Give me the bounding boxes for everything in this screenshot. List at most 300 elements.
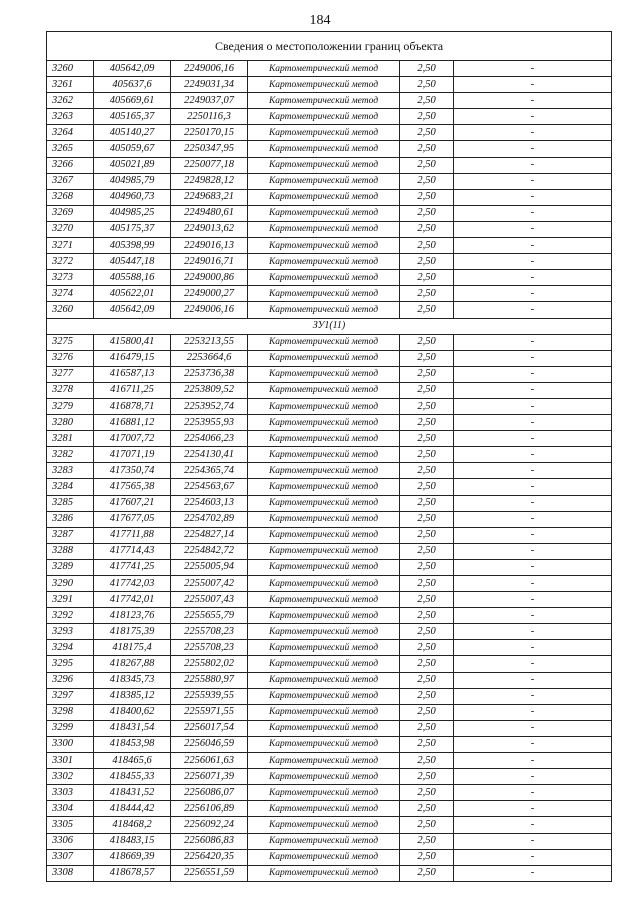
description-cell: -: [454, 608, 612, 624]
x-coordinate-cell: 418444,42: [94, 801, 171, 817]
method-cell: Картометрический метод: [248, 640, 400, 656]
accuracy-cell: 2,50: [400, 125, 454, 141]
description-cell: -: [454, 61, 612, 77]
accuracy-cell: 2,50: [400, 576, 454, 592]
y-coordinate-cell: 2256017,54: [171, 720, 248, 736]
accuracy-cell: 2,50: [400, 173, 454, 189]
x-coordinate-cell: 418385,12: [94, 688, 171, 704]
x-coordinate-cell: 418468,2: [94, 817, 171, 833]
method-cell: Картометрический метод: [248, 865, 400, 881]
y-coordinate-cell: 2253213,55: [171, 334, 248, 350]
table-row: [47, 366, 612, 382]
x-coordinate-cell: 418431,54: [94, 720, 171, 736]
method-cell: Картометрический метод: [248, 672, 400, 688]
description-cell: -: [454, 479, 612, 495]
description-cell: -: [454, 302, 612, 318]
method-cell: Картометрический метод: [248, 109, 400, 125]
point-number-cell: 3265: [47, 141, 94, 157]
y-coordinate-cell: 2254827,14: [171, 527, 248, 543]
point-number-cell: 3260: [47, 302, 94, 318]
x-coordinate-cell: 405669,61: [94, 93, 171, 109]
x-coordinate-cell: 416881,12: [94, 415, 171, 431]
method-cell: Картометрический метод: [248, 286, 400, 302]
table-row: [47, 495, 612, 511]
x-coordinate-cell: 405165,37: [94, 109, 171, 125]
method-cell: Картометрический метод: [248, 189, 400, 205]
accuracy-cell: 2,50: [400, 817, 454, 833]
point-number-cell: 3298: [47, 704, 94, 720]
table-row: [47, 559, 612, 575]
point-number-cell: 3305: [47, 817, 94, 833]
method-cell: Картометрический метод: [248, 511, 400, 527]
x-coordinate-cell: 405398,99: [94, 238, 171, 254]
x-coordinate-cell: 418123,76: [94, 608, 171, 624]
x-coordinate-cell: 405588,16: [94, 270, 171, 286]
method-cell: Картометрический метод: [248, 624, 400, 640]
table-row: [47, 865, 612, 881]
description-cell: -: [454, 753, 612, 769]
x-coordinate-cell: 418678,57: [94, 865, 171, 881]
description-cell: -: [454, 769, 612, 785]
boundary-table-container: [46, 31, 611, 882]
x-coordinate-cell: 418455,33: [94, 769, 171, 785]
point-number-cell: 3262: [47, 93, 94, 109]
description-cell: -: [454, 801, 612, 817]
method-cell: Картометрический метод: [248, 334, 400, 350]
method-cell: Картометрический метод: [248, 221, 400, 237]
x-coordinate-cell: 404985,25: [94, 205, 171, 221]
y-coordinate-cell: 2250170,15: [171, 125, 248, 141]
description-cell: -: [454, 656, 612, 672]
accuracy-cell: 2,50: [400, 736, 454, 752]
table-row: [47, 157, 612, 173]
point-number-cell: 3304: [47, 801, 94, 817]
table-row: [47, 511, 612, 527]
x-coordinate-cell: 417565,38: [94, 479, 171, 495]
point-number-cell: 3302: [47, 769, 94, 785]
point-number-cell: 3278: [47, 382, 94, 398]
accuracy-cell: 2,50: [400, 720, 454, 736]
table-row: [47, 463, 612, 479]
point-number-cell: 3264: [47, 125, 94, 141]
boundary-coordinates-table: [46, 31, 612, 882]
method-cell: Картометрический метод: [248, 527, 400, 543]
accuracy-cell: 2,50: [400, 543, 454, 559]
x-coordinate-cell: 418267,88: [94, 656, 171, 672]
y-coordinate-cell: 2255708,23: [171, 640, 248, 656]
x-coordinate-cell: 418345,73: [94, 672, 171, 688]
accuracy-cell: 2,50: [400, 93, 454, 109]
description-cell: -: [454, 125, 612, 141]
description-cell: -: [454, 109, 612, 125]
table-row: [47, 93, 612, 109]
point-number-cell: 3293: [47, 624, 94, 640]
description-cell: -: [454, 447, 612, 463]
description-cell: -: [454, 865, 612, 881]
description-cell: -: [454, 817, 612, 833]
point-number-cell: 3266: [47, 157, 94, 173]
y-coordinate-cell: 2254365,74: [171, 463, 248, 479]
method-cell: Картометрический метод: [248, 833, 400, 849]
accuracy-cell: 2,50: [400, 511, 454, 527]
accuracy-cell: 2,50: [400, 624, 454, 640]
description-cell: -: [454, 398, 612, 414]
table-row: [47, 270, 612, 286]
table-row: [47, 238, 612, 254]
section-label: ЗУ1(11): [47, 318, 612, 334]
accuracy-cell: 2,50: [400, 559, 454, 575]
table-row: [47, 688, 612, 704]
method-cell: Картометрический метод: [248, 61, 400, 77]
method-cell: Картометрический метод: [248, 125, 400, 141]
table-row: [47, 833, 612, 849]
table-row: [47, 817, 612, 833]
description-cell: -: [454, 350, 612, 366]
x-coordinate-cell: 416711,25: [94, 382, 171, 398]
table-row: [47, 720, 612, 736]
description-cell: -: [454, 592, 612, 608]
point-number-cell: 3294: [47, 640, 94, 656]
x-coordinate-cell: 417711,88: [94, 527, 171, 543]
point-number-cell: 3288: [47, 543, 94, 559]
x-coordinate-cell: 417607,21: [94, 495, 171, 511]
table-header-row: [47, 32, 612, 61]
y-coordinate-cell: 2255005,94: [171, 559, 248, 575]
accuracy-cell: 2,50: [400, 77, 454, 93]
description-cell: -: [454, 431, 612, 447]
x-coordinate-cell: 417742,03: [94, 576, 171, 592]
table-row: [47, 704, 612, 720]
y-coordinate-cell: 2249016,71: [171, 254, 248, 270]
point-number-cell: 3299: [47, 720, 94, 736]
accuracy-cell: 2,50: [400, 398, 454, 414]
accuracy-cell: 2,50: [400, 286, 454, 302]
y-coordinate-cell: 2254702,89: [171, 511, 248, 527]
method-cell: Картометрический метод: [248, 463, 400, 479]
method-cell: Картометрический метод: [248, 817, 400, 833]
point-number-cell: 3287: [47, 527, 94, 543]
description-cell: -: [454, 238, 612, 254]
y-coordinate-cell: 2254066,23: [171, 431, 248, 447]
point-number-cell: 3306: [47, 833, 94, 849]
method-cell: Картометрический метод: [248, 720, 400, 736]
table-row: [47, 785, 612, 801]
table-row: [47, 173, 612, 189]
accuracy-cell: 2,50: [400, 141, 454, 157]
accuracy-cell: 2,50: [400, 753, 454, 769]
point-number-cell: 3280: [47, 415, 94, 431]
description-cell: -: [454, 576, 612, 592]
table-row: [47, 350, 612, 366]
table-title: Сведения о местоположении границ объекта: [47, 32, 612, 61]
table-row: [47, 415, 612, 431]
point-number-cell: 3285: [47, 495, 94, 511]
point-number-cell: 3268: [47, 189, 94, 205]
x-coordinate-cell: 405637,6: [94, 77, 171, 93]
method-cell: Картометрический метод: [248, 254, 400, 270]
point-number-cell: 3277: [47, 366, 94, 382]
y-coordinate-cell: 2254130,41: [171, 447, 248, 463]
method-cell: Картометрический метод: [248, 350, 400, 366]
method-cell: Картометрический метод: [248, 608, 400, 624]
description-cell: -: [454, 221, 612, 237]
point-number-cell: 3279: [47, 398, 94, 414]
x-coordinate-cell: 405021,89: [94, 157, 171, 173]
point-number-cell: 3270: [47, 221, 94, 237]
point-number-cell: 3290: [47, 576, 94, 592]
accuracy-cell: 2,50: [400, 61, 454, 77]
accuracy-cell: 2,50: [400, 238, 454, 254]
method-cell: Картометрический метод: [248, 270, 400, 286]
y-coordinate-cell: 2255971,55: [171, 704, 248, 720]
accuracy-cell: 2,50: [400, 350, 454, 366]
point-number-cell: 3267: [47, 173, 94, 189]
accuracy-cell: 2,50: [400, 463, 454, 479]
y-coordinate-cell: 2250077,18: [171, 157, 248, 173]
table-row: [47, 753, 612, 769]
point-number-cell: 3308: [47, 865, 94, 881]
point-number-cell: 3296: [47, 672, 94, 688]
method-cell: Картометрический метод: [248, 398, 400, 414]
description-cell: -: [454, 704, 612, 720]
method-cell: Картометрический метод: [248, 543, 400, 559]
description-cell: -: [454, 785, 612, 801]
table-row: [47, 849, 612, 865]
method-cell: Картометрический метод: [248, 77, 400, 93]
point-number-cell: 3283: [47, 463, 94, 479]
x-coordinate-cell: 405059,67: [94, 141, 171, 157]
table-row: [47, 286, 612, 302]
y-coordinate-cell: 2254563,67: [171, 479, 248, 495]
y-coordinate-cell: 2256086,83: [171, 833, 248, 849]
y-coordinate-cell: 2256061,63: [171, 753, 248, 769]
y-coordinate-cell: 2249000,86: [171, 270, 248, 286]
accuracy-cell: 2,50: [400, 447, 454, 463]
method-cell: Картометрический метод: [248, 769, 400, 785]
method-cell: Картометрический метод: [248, 495, 400, 511]
accuracy-cell: 2,50: [400, 704, 454, 720]
x-coordinate-cell: 405140,27: [94, 125, 171, 141]
accuracy-cell: 2,50: [400, 495, 454, 511]
method-cell: Картометрический метод: [248, 753, 400, 769]
accuracy-cell: 2,50: [400, 431, 454, 447]
x-coordinate-cell: 418669,39: [94, 849, 171, 865]
description-cell: -: [454, 382, 612, 398]
accuracy-cell: 2,50: [400, 189, 454, 205]
description-cell: -: [454, 720, 612, 736]
method-cell: Картометрический метод: [248, 238, 400, 254]
description-cell: -: [454, 624, 612, 640]
y-coordinate-cell: 2256092,24: [171, 817, 248, 833]
description-cell: -: [454, 736, 612, 752]
point-number-cell: 3282: [47, 447, 94, 463]
y-coordinate-cell: 2253952,74: [171, 398, 248, 414]
table-row: [47, 576, 612, 592]
table-row: [47, 447, 612, 463]
x-coordinate-cell: 417714,43: [94, 543, 171, 559]
accuracy-cell: 2,50: [400, 479, 454, 495]
table-row: [47, 254, 612, 270]
y-coordinate-cell: 2249037,07: [171, 93, 248, 109]
accuracy-cell: 2,50: [400, 865, 454, 881]
x-coordinate-cell: 404960,73: [94, 189, 171, 205]
description-cell: -: [454, 495, 612, 511]
accuracy-cell: 2,50: [400, 785, 454, 801]
x-coordinate-cell: 418465,6: [94, 753, 171, 769]
x-coordinate-cell: 404985,79: [94, 173, 171, 189]
y-coordinate-cell: 2255655,79: [171, 608, 248, 624]
accuracy-cell: 2,50: [400, 769, 454, 785]
y-coordinate-cell: 2256046,59: [171, 736, 248, 752]
x-coordinate-cell: 417071,19: [94, 447, 171, 463]
table-row: [47, 125, 612, 141]
description-cell: -: [454, 205, 612, 221]
x-coordinate-cell: 416479,15: [94, 350, 171, 366]
y-coordinate-cell: 2255880,97: [171, 672, 248, 688]
section-row: [47, 318, 612, 334]
description-cell: -: [454, 173, 612, 189]
accuracy-cell: 2,50: [400, 592, 454, 608]
table-row: [47, 205, 612, 221]
description-cell: -: [454, 559, 612, 575]
table-row: [47, 527, 612, 543]
accuracy-cell: 2,50: [400, 366, 454, 382]
accuracy-cell: 2,50: [400, 527, 454, 543]
table-row: [47, 592, 612, 608]
x-coordinate-cell: 405447,18: [94, 254, 171, 270]
x-coordinate-cell: 415800,41: [94, 334, 171, 350]
description-cell: -: [454, 334, 612, 350]
point-number-cell: 3291: [47, 592, 94, 608]
method-cell: Картометрический метод: [248, 302, 400, 318]
table-row: [47, 109, 612, 125]
y-coordinate-cell: 2256086,07: [171, 785, 248, 801]
description-cell: -: [454, 463, 612, 479]
y-coordinate-cell: 2249013,62: [171, 221, 248, 237]
description-cell: -: [454, 93, 612, 109]
x-coordinate-cell: 418175,39: [94, 624, 171, 640]
x-coordinate-cell: 418175,4: [94, 640, 171, 656]
y-coordinate-cell: 2253736,38: [171, 366, 248, 382]
x-coordinate-cell: 405642,09: [94, 61, 171, 77]
point-number-cell: 3286: [47, 511, 94, 527]
method-cell: Картометрический метод: [248, 415, 400, 431]
y-coordinate-cell: 2249480,61: [171, 205, 248, 221]
y-coordinate-cell: 2249006,16: [171, 302, 248, 318]
accuracy-cell: 2,50: [400, 109, 454, 125]
table-row: [47, 61, 612, 77]
description-cell: -: [454, 849, 612, 865]
y-coordinate-cell: 2249828,12: [171, 173, 248, 189]
y-coordinate-cell: 2249006,16: [171, 61, 248, 77]
accuracy-cell: 2,50: [400, 608, 454, 624]
method-cell: Картометрический метод: [248, 431, 400, 447]
y-coordinate-cell: 2249683,21: [171, 189, 248, 205]
method-cell: Картометрический метод: [248, 205, 400, 221]
x-coordinate-cell: 416587,13: [94, 366, 171, 382]
point-number-cell: 3301: [47, 753, 94, 769]
table-row: [47, 189, 612, 205]
point-number-cell: 3297: [47, 688, 94, 704]
accuracy-cell: 2,50: [400, 849, 454, 865]
description-cell: -: [454, 366, 612, 382]
method-cell: Картометрический метод: [248, 704, 400, 720]
table-row: [47, 77, 612, 93]
table-row: [47, 221, 612, 237]
accuracy-cell: 2,50: [400, 640, 454, 656]
point-number-cell: 3289: [47, 559, 94, 575]
table-row: [47, 543, 612, 559]
table-row: [47, 624, 612, 640]
x-coordinate-cell: 417742,01: [94, 592, 171, 608]
point-number-cell: 3295: [47, 656, 94, 672]
point-number-cell: 3292: [47, 608, 94, 624]
table-row: [47, 608, 612, 624]
point-number-cell: 3300: [47, 736, 94, 752]
table-row: [47, 302, 612, 318]
table-row: [47, 736, 612, 752]
method-cell: Картометрический метод: [248, 736, 400, 752]
y-coordinate-cell: 2250116,3: [171, 109, 248, 125]
accuracy-cell: 2,50: [400, 833, 454, 849]
description-cell: -: [454, 640, 612, 656]
accuracy-cell: 2,50: [400, 302, 454, 318]
table-row: [47, 479, 612, 495]
point-number-cell: 3274: [47, 286, 94, 302]
point-number-cell: 3276: [47, 350, 94, 366]
description-cell: -: [454, 688, 612, 704]
accuracy-cell: 2,50: [400, 656, 454, 672]
point-number-cell: 3269: [47, 205, 94, 221]
x-coordinate-cell: 405175,37: [94, 221, 171, 237]
description-cell: -: [454, 543, 612, 559]
accuracy-cell: 2,50: [400, 157, 454, 173]
accuracy-cell: 2,50: [400, 334, 454, 350]
table-row: [47, 801, 612, 817]
table-row: [47, 141, 612, 157]
accuracy-cell: 2,50: [400, 801, 454, 817]
description-cell: -: [454, 254, 612, 270]
x-coordinate-cell: 417007,72: [94, 431, 171, 447]
description-cell: -: [454, 833, 612, 849]
x-coordinate-cell: 417677,05: [94, 511, 171, 527]
description-cell: -: [454, 270, 612, 286]
method-cell: Картометрический метод: [248, 447, 400, 463]
x-coordinate-cell: 417741,25: [94, 559, 171, 575]
y-coordinate-cell: 2254842,72: [171, 543, 248, 559]
accuracy-cell: 2,50: [400, 270, 454, 286]
description-cell: -: [454, 141, 612, 157]
method-cell: Картометрический метод: [248, 157, 400, 173]
point-number-cell: 3260: [47, 61, 94, 77]
description-cell: -: [454, 77, 612, 93]
method-cell: Картометрический метод: [248, 382, 400, 398]
point-number-cell: 3307: [47, 849, 94, 865]
accuracy-cell: 2,50: [400, 688, 454, 704]
method-cell: Картометрический метод: [248, 173, 400, 189]
y-coordinate-cell: 2250347,95: [171, 141, 248, 157]
x-coordinate-cell: 418431,52: [94, 785, 171, 801]
y-coordinate-cell: 2254603,13: [171, 495, 248, 511]
y-coordinate-cell: 2249000,27: [171, 286, 248, 302]
method-cell: Картометрический метод: [248, 801, 400, 817]
accuracy-cell: 2,50: [400, 415, 454, 431]
page-number: 184: [309, 13, 331, 28]
table-row: [47, 398, 612, 414]
method-cell: Картометрический метод: [248, 93, 400, 109]
y-coordinate-cell: 2255939,55: [171, 688, 248, 704]
x-coordinate-cell: 417350,74: [94, 463, 171, 479]
